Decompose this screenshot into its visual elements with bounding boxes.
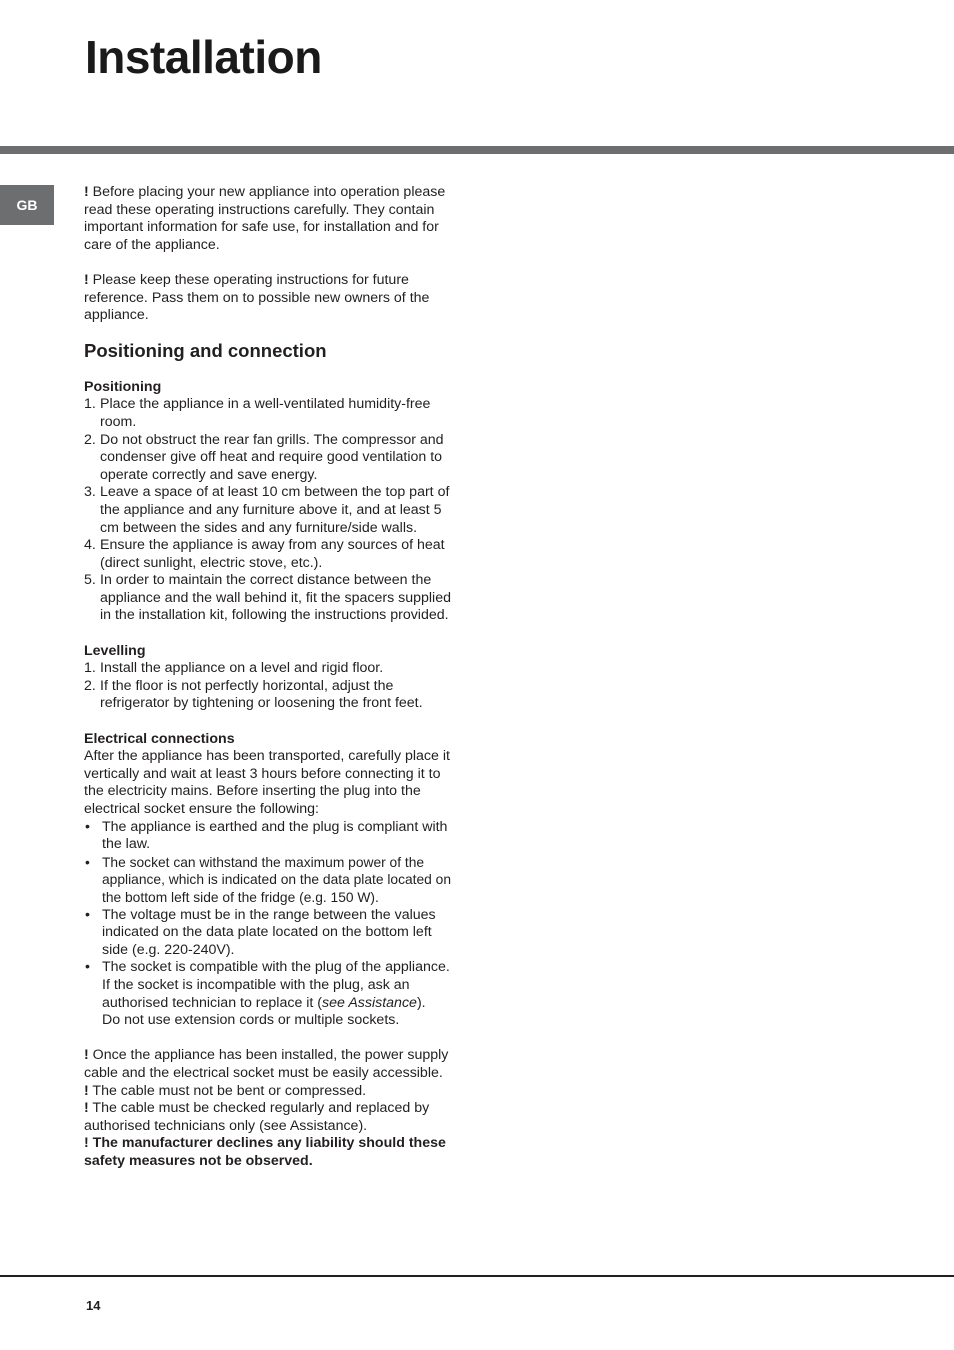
header-divider-bar bbox=[0, 146, 954, 154]
bullet-icon: • bbox=[85, 854, 90, 870]
levelling-heading: Levelling bbox=[84, 642, 146, 659]
see-assistance-reference: see Assistance bbox=[322, 994, 417, 1011]
exclamation-icon: ! bbox=[84, 271, 89, 288]
bullet-icon: • bbox=[85, 818, 90, 835]
warning-note: ! Once the appliance has been installed, the power supply cable and the electrical socket must be easily accessible. bbox=[84, 1047, 449, 1081]
levelling-list bbox=[84, 660, 456, 713]
footer-divider bbox=[0, 1275, 954, 1277]
list-item: 4. Ensure the appliance is away from any sources of heat (direct sunlight, electric stove, etc.). bbox=[84, 537, 445, 571]
list-item: • The voltage must be in the range between the values indicated on the data plate located on the bottom left side (e.g. 220-240V). bbox=[85, 906, 436, 958]
list-item: 1. Install the appliance on a level and rigid floor. bbox=[84, 660, 384, 677]
language-tab: GB bbox=[0, 185, 54, 225]
page-number: 14 bbox=[86, 1298, 101, 1313]
bullet-icon: • bbox=[85, 959, 90, 976]
main-content bbox=[84, 184, 456, 1170]
positioning-list bbox=[84, 396, 456, 625]
positioning-heading: Positioning bbox=[84, 378, 162, 395]
list-item: 5. In order to maintain the correct distance between the appliance and the wall behind it, fit the spacers supplied in the installation kit, following the instructions provided. bbox=[84, 572, 451, 624]
page-title: Installation bbox=[85, 31, 322, 83]
electrical-heading: Electrical connections bbox=[84, 730, 235, 747]
intro-note-2 bbox=[84, 272, 456, 325]
intro-note-text: Please keep these operating instructions for future reference. Pass them on to possible new owners of the appliance. bbox=[84, 271, 430, 324]
list-item: • The socket is compatible with the plug of the appliance. If the socket is incompatible with the plug, ask an authorised technician to replace it (see Assistance). Do not use extension cords or multiple sockets. bbox=[84, 959, 456, 1029]
list-item: • The socket can withstand the maximum power of the appliance, which is indicated on the data plate located on the bottom left side of the fridge (e.g. 150 W). bbox=[85, 854, 451, 905]
list-item: 2. Do not obstruct the rear fan grills. The compressor and condenser give off heat and require good ventilation to operate correctly and save energy. bbox=[84, 431, 444, 483]
intro-note-text: Before placing your new appliance into operation please read these operating instructions carefully. They contain important information for safe use, for installation and for care of the appliance. bbox=[84, 184, 446, 253]
list-item: 1. Place the appliance in a well-ventilated humidity-free room. bbox=[84, 396, 431, 430]
electrical-intro: After the appliance has been transported, carefully place it vertically and wait at least 3 hours before connecting it to the electricity mains. Before inserting the plug into the electrical socket ensure the following: bbox=[84, 748, 450, 817]
exclamation-icon: ! bbox=[84, 1082, 89, 1099]
exclamation-icon: ! bbox=[84, 1135, 89, 1152]
list-item: 2. If the floor is not perfectly horizontal, adjust the refrigerator by tightening or loosening the front feet. bbox=[84, 677, 423, 712]
bullet-icon: • bbox=[85, 906, 90, 923]
liability-warning: ! The manufacturer declines any liability should these safety measures not be observed. bbox=[84, 1135, 446, 1169]
exclamation-icon: ! bbox=[84, 184, 89, 200]
exclamation-icon: ! bbox=[84, 1100, 89, 1117]
intro-note-1 bbox=[84, 184, 456, 254]
socket-note: If the socket is incompatible with the plug, ask an authorised technician to replace it (see Assistance). bbox=[102, 976, 426, 1011]
exclamation-icon: ! bbox=[84, 1047, 89, 1064]
warning-note: ! The cable must be checked regularly and replaced by authorised technicians only (see Assistance). bbox=[84, 1100, 430, 1134]
electrical-checklist bbox=[84, 819, 456, 1030]
warning-note: ! The cable must not be bent or compressed. bbox=[84, 1082, 367, 1099]
list-item: • The appliance is earthed and the plug is compliant with the law. bbox=[85, 818, 448, 853]
extension-note: Do not use extension cords or multiple sockets. bbox=[102, 1012, 400, 1029]
list-item: 3. Leave a space of at least 10 cm between the top part of the appliance and any furniture above it, and at least 5 cm between the sides and any furniture/side walls. bbox=[84, 484, 450, 536]
section-title: Positioning and connection bbox=[84, 339, 327, 361]
